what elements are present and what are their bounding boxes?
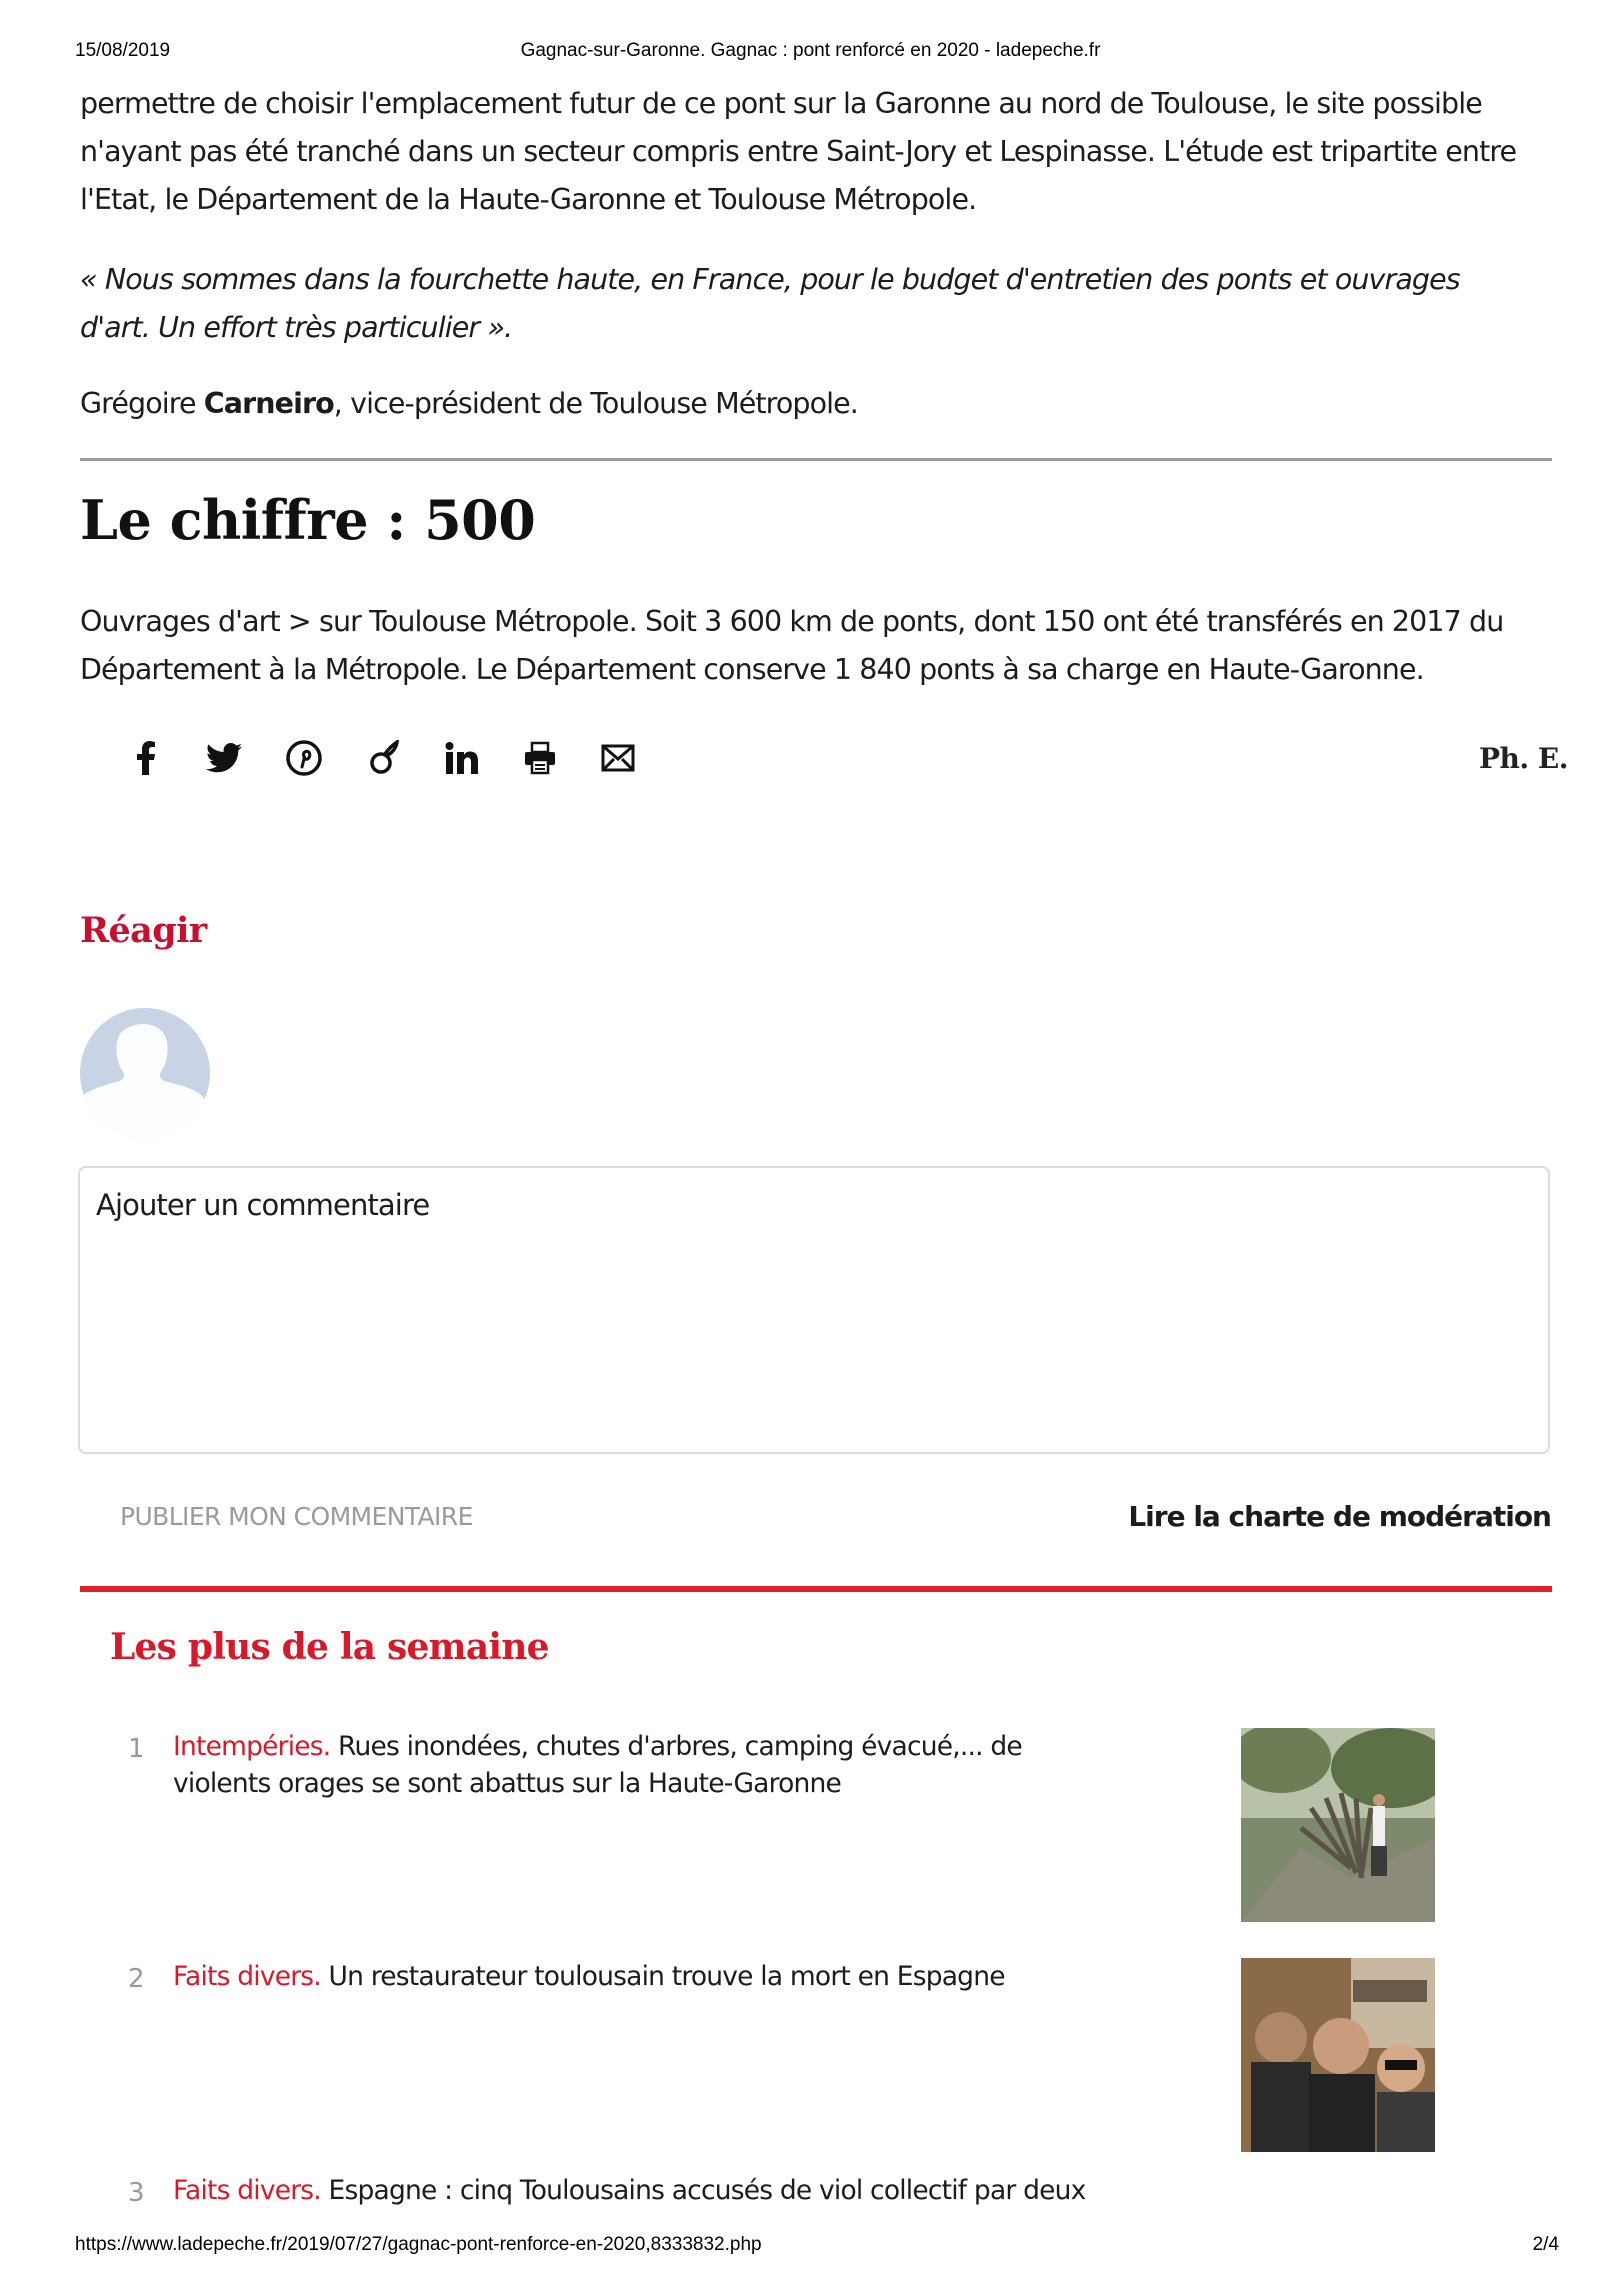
headline-category: Intempéries. xyxy=(173,1731,331,1762)
facebook-icon[interactable] xyxy=(124,736,168,780)
attribution-first-name: Grégoire xyxy=(80,387,204,420)
article-quote xyxy=(80,256,1552,352)
share-bar xyxy=(124,736,1568,784)
red-divider xyxy=(80,1586,1552,1592)
twitter-icon[interactable] xyxy=(202,736,246,780)
headline-link[interactable] xyxy=(173,1958,1113,1995)
print-icon[interactable] xyxy=(518,736,562,780)
attribution-last-name: Carneiro xyxy=(203,387,334,420)
article-author: Ph. E. xyxy=(1479,742,1568,775)
headline-text: Un restaurateur toulousain trouve la mort en Espagne xyxy=(320,1961,1005,1992)
quote-line: d'art. Un effort très particulier ». xyxy=(80,311,513,344)
viadeo-icon[interactable] xyxy=(362,736,406,780)
headline-text: Rues inondées, chutes d'arbres, camping évacué,... de violents orages se sont abattus sur la Haute-Garonne xyxy=(173,1731,1022,1799)
most-read-title: Les plus de la semaine xyxy=(110,1626,549,1668)
attribution-role: , vice-président de Toulouse Métropole. xyxy=(333,387,858,420)
headline-link[interactable] xyxy=(173,2172,1113,2209)
print-date: 15/08/2019 xyxy=(75,40,171,61)
print-header xyxy=(0,40,1621,66)
quote-line: « Nous sommes dans la fourchette haute, en France, pour le budget d'entretien des ponts et ouvrages xyxy=(80,263,1460,296)
rank-number: 2 xyxy=(128,1964,145,1994)
section-divider xyxy=(80,458,1552,461)
fallen-tree-photo[interactable] xyxy=(1241,1728,1435,1922)
figure-line: Département à la Métropole. Le Département conserve 1 840 ponts à sa charge en Haute-Garonne. xyxy=(80,653,1424,686)
comments-title: Réagir xyxy=(80,910,207,951)
moderation-charter-link[interactable]: Lire la charte de modération xyxy=(1128,1500,1551,1533)
email-icon[interactable] xyxy=(596,736,640,780)
publish-comment-button[interactable]: PUBLIER MON COMMENTAIRE xyxy=(120,1502,473,1531)
figure-text xyxy=(80,598,1552,694)
print-footer xyxy=(0,2234,1621,2260)
restaurateur-photo[interactable] xyxy=(1241,1958,1435,2152)
linkedin-icon[interactable] xyxy=(440,736,484,780)
headline-category: Faits divers. xyxy=(173,1961,321,1992)
paragraph-line: permettre de choisir l'emplacement futur de ce pont sur la Garonne au nord de Toulouse, le site possible xyxy=(80,87,1482,120)
article-paragraph xyxy=(80,80,1552,224)
comment-input[interactable]: Ajouter un commentaire xyxy=(78,1166,1550,1454)
user-placeholder-icon xyxy=(80,1008,210,1138)
pinterest-icon[interactable] xyxy=(282,736,326,780)
headline-link[interactable] xyxy=(173,1728,1113,1802)
headline-text: Espagne : cinq Toulousains accusés de viol collectif par deux xyxy=(320,2175,1086,2206)
figure-heading: Le chiffre : 500 xyxy=(80,488,536,552)
rank-number: 3 xyxy=(128,2178,145,2208)
paragraph-line: n'ayant pas été tranché dans un secteur compris entre Saint-Jory et Lespinasse. L'étude est tripartite entre xyxy=(80,135,1517,168)
print-page-number: 2/4 xyxy=(1532,2234,1559,2255)
figure-line: Ouvrages d'art > sur Toulouse Métropole. Soit 3 600 km de ponts, dont 150 ont été transférés en 2017 du xyxy=(80,605,1504,638)
print-url: https://www.ladepeche.fr/2019/07/27/gagnac-pont-renforce-en-2020,8333832.php xyxy=(75,2234,762,2255)
headline-category: Faits divers. xyxy=(173,2175,321,2206)
paragraph-line: l'Etat, le Département de la Haute-Garonne et Toulouse Métropole. xyxy=(80,183,977,216)
rank-number: 1 xyxy=(128,1734,145,1764)
avatar xyxy=(80,1008,210,1138)
print-title: Gagnac-sur-Garonne. Gagnac : pont renforcé en 2020 - ladepeche.fr xyxy=(520,40,1101,61)
quote-attribution xyxy=(80,380,1552,428)
